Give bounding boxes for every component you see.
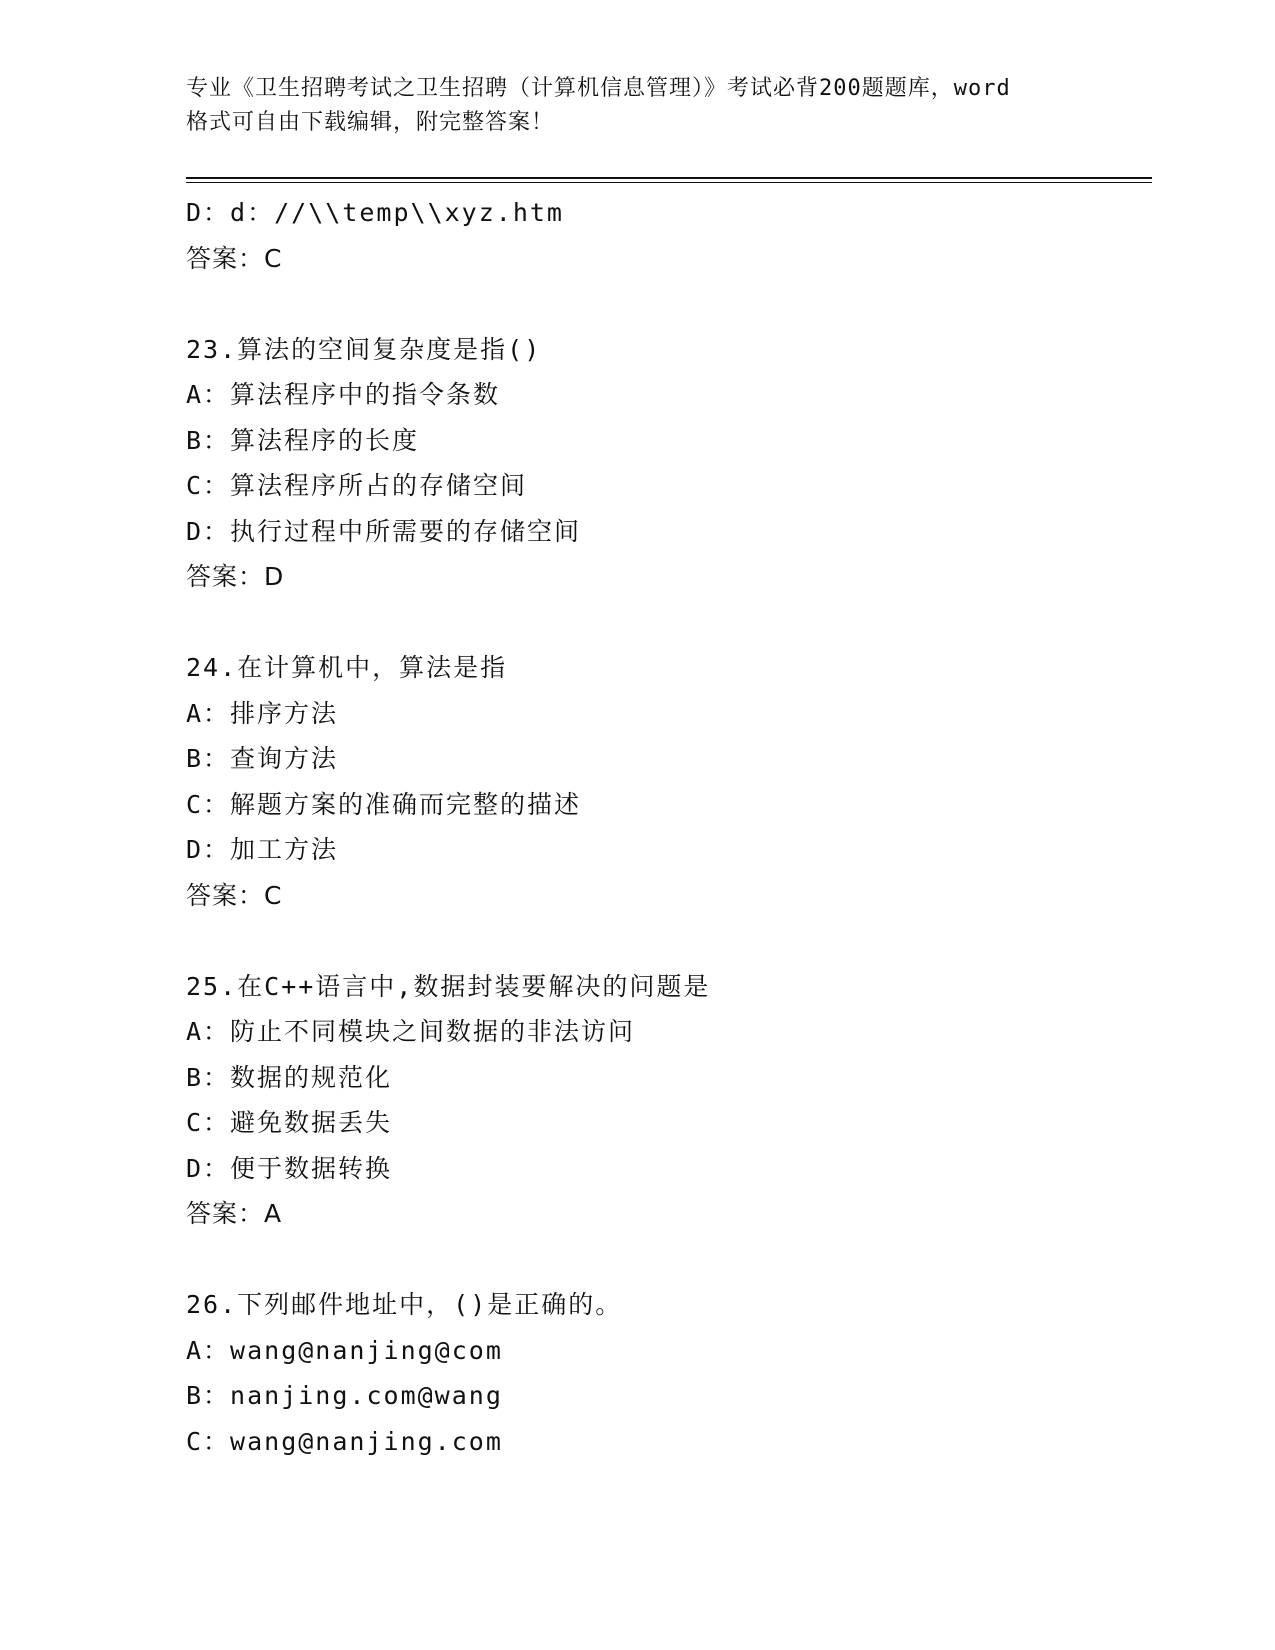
spacer <box>186 1237 1146 1283</box>
answer-label: 答案：A <box>186 1199 283 1228</box>
question-block-23 <box>186 327 1146 600</box>
question-stem: 26.下列邮件地址中，()是正确的。 <box>186 1290 623 1319</box>
option-c: C：wang@nanjing.com <box>186 1426 503 1456</box>
spacer <box>186 600 1146 646</box>
option-b: B：算法程序的长度 <box>186 425 420 455</box>
option-d: D：执行过程中所需要的存储空间 <box>186 516 582 546</box>
option-a: A：wang@nanjing@com <box>186 1335 503 1365</box>
question-list <box>186 190 1146 1464</box>
option-c: C：解题方案的准确而完整的描述 <box>186 789 582 819</box>
header-divider-thick <box>186 177 1152 179</box>
option-b: B：nanjing.com@wang <box>186 1381 503 1410</box>
header-line-1: 专业《卫生招聘考试之卫生招聘（计算机信息管理）》考试必背200题题库，word <box>186 76 1011 101</box>
header-line-2: 格式可自由下载编辑，附完整答案！ <box>186 110 555 135</box>
question-block-24 <box>186 645 1146 918</box>
question-stem: 23.算法的空间复杂度是指() <box>186 334 542 364</box>
spacer <box>186 281 1146 327</box>
answer-label: 答案：D <box>186 562 285 591</box>
question-block-22 <box>186 190 1146 281</box>
option-d: D：加工方法 <box>186 835 339 864</box>
answer-label: 答案：C <box>186 243 283 273</box>
question-block-25 <box>186 964 1146 1237</box>
question-block-26 <box>186 1282 1146 1464</box>
document-header <box>186 72 1086 140</box>
option-a: A：排序方法 <box>186 698 339 728</box>
option-c: C：算法程序所占的存储空间 <box>186 471 528 500</box>
answer-label: 答案：C <box>186 880 283 910</box>
question-stem: 24.在计算机中，算法是指 <box>186 653 508 682</box>
option-a: A：防止不同模块之间数据的非法访问 <box>186 1017 636 1046</box>
spacer <box>186 918 1146 964</box>
header-divider-thin <box>186 182 1152 183</box>
question-stem: 25.在C++语言中,数据封装要解决的问题是 <box>186 971 711 1001</box>
option-d: D：d：//\\temp\\xyz.htm <box>186 198 564 227</box>
option-b: B：数据的规范化 <box>186 1062 393 1092</box>
option-b: B：查询方法 <box>186 744 339 773</box>
option-d: D：便于数据转换 <box>186 1153 393 1183</box>
option-c: C：避免数据丢失 <box>186 1108 393 1137</box>
option-a: A：算法程序中的指令条数 <box>186 380 501 409</box>
